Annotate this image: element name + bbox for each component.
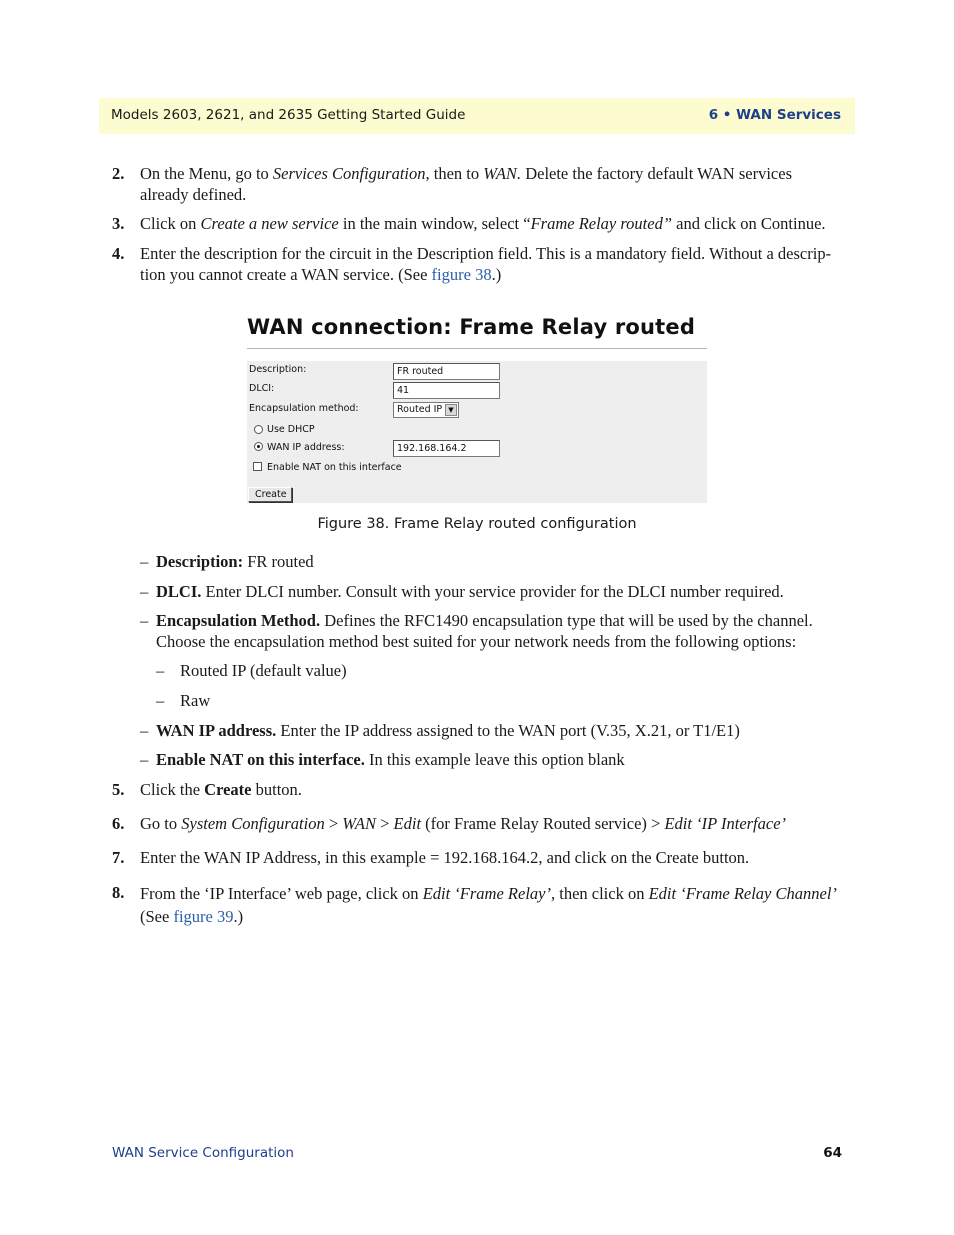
step-text: Click the Create button. <box>140 780 302 799</box>
step-number: 8. <box>112 883 125 902</box>
enable-nat-label: Enable NAT on this interface <box>267 462 402 473</box>
description-label: Description: <box>249 364 307 375</box>
step-4 <box>112 243 844 285</box>
bullet-dlci: – DLCI. Enter DLCI number. Consult with your service provider for the DLCI number required. <box>140 582 784 601</box>
step-8 <box>112 882 844 928</box>
step-2 <box>112 163 844 205</box>
header-guide-title: Models 2603, 2621, and 2635 Getting Started Guide <box>111 107 466 123</box>
wan-ip-radio[interactable] <box>254 442 263 451</box>
step-number: 5. <box>112 780 125 799</box>
step-number: 6. <box>112 814 125 833</box>
figure-39-link[interactable]: figure 39 <box>173 907 234 926</box>
option-routed-ip: – Routed IP (default value) <box>156 661 347 680</box>
step-text: Go to System Configuration > WAN > Edit (for Frame Relay Routed service) > Edit ‘IP Interface’ <box>140 814 787 833</box>
page-number: 64 <box>823 1145 842 1161</box>
figure-caption: Figure 38. Frame Relay routed configuration <box>317 516 637 532</box>
dlci-field[interactable]: 41 <box>393 382 500 399</box>
figure-form-panel <box>247 361 707 503</box>
step-7 <box>112 847 844 868</box>
create-button[interactable]: Create <box>248 487 292 502</box>
step-number: 4. <box>112 244 125 263</box>
enable-nat-checkbox[interactable] <box>253 462 262 471</box>
step-number: 7. <box>112 848 125 867</box>
figure-divider <box>247 348 707 349</box>
figure-38-link[interactable]: figure 38 <box>431 265 492 284</box>
bullet-description: – Description: FR routed <box>140 552 314 571</box>
option-raw: – Raw <box>156 691 211 710</box>
step-text: Enter the description for the circuit in the Description field. This is a mandatory field. Without a descrip-tion you cannot create a WAN service. (See figure 38.) <box>140 244 832 284</box>
step-text: On the Menu, go to Services Configuration, then to WAN. Delete the factory default WAN services already defined. <box>140 164 792 204</box>
figure-window-title: WAN connection: Frame Relay routed <box>247 315 696 339</box>
footer-section-title: WAN Service Configuration <box>112 1145 294 1161</box>
use-dhcp-radio[interactable] <box>254 425 263 434</box>
chevron-down-icon[interactable]: ▼ <box>445 404 457 416</box>
wan-ip-label: WAN IP address: <box>267 442 345 453</box>
step-text: Enter the WAN IP Address, in this example = 192.168.164.2, and click on the Create button. <box>140 848 750 867</box>
bullet-encapsulation: – Encapsulation Method. Defines the RFC1490 encapsulation type that will be used by the channel. Choose the encapsulation method best suited for your network needs from the following options: <box>140 611 813 651</box>
use-dhcp-label: Use DHCP <box>267 424 315 435</box>
encapsulation-select[interactable] <box>393 402 459 418</box>
header-chapter-title: 6 • WAN Services <box>708 107 841 123</box>
description-field[interactable]: FR routed <box>393 363 500 380</box>
dlci-label: DLCI: <box>249 383 275 394</box>
encapsulation-selected-value: Routed IP <box>397 404 443 415</box>
running-header <box>99 98 855 134</box>
step-5 <box>112 779 844 800</box>
bullet-wan-ip: – WAN IP address. Enter the IP address assigned to the WAN port (V.35, X.21, or T1/E1) <box>140 721 740 740</box>
encapsulation-label: Encapsulation method: <box>249 403 359 414</box>
step-number: 2. <box>112 164 125 183</box>
bullet-enable-nat: – Enable NAT on this interface. In this example leave this option blank <box>140 750 625 769</box>
wan-ip-field[interactable]: 192.168.164.2 <box>393 440 500 457</box>
step-number: 3. <box>112 214 125 233</box>
step-text: Click on Create a new service in the main window, select “Frame Relay routed” and click on Continue. <box>140 214 826 233</box>
step-text: From the ‘IP Interface’ web page, click on Edit ‘Frame Relay’, then click on Edit ‘Frame Relay Channel’ (See figure 39.) <box>140 884 837 926</box>
step-3 <box>112 213 844 234</box>
step-6 <box>112 813 844 834</box>
